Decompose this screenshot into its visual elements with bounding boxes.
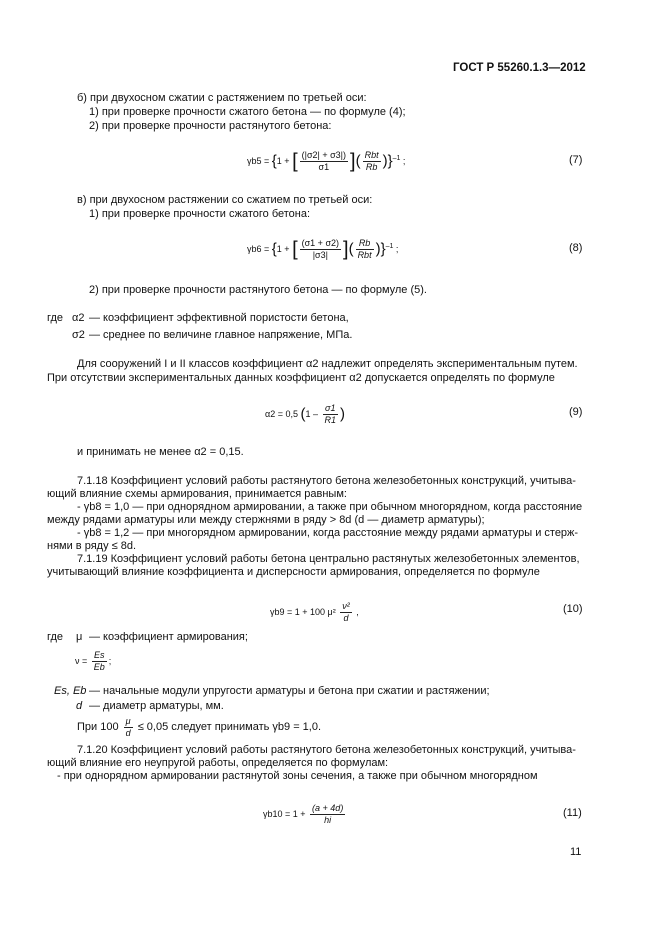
equation-11: γb10 = 1 + $\frac{(a + 4d)}{hi}$ (263, 803, 344, 826)
alpha2-description: — коэффициент эффективной пористости бетона, (89, 312, 349, 324)
eq8-lhs: γb6 = (247, 244, 272, 254)
eq9-fraction: $\frac{\sigma 1}{R1}$ (324, 403, 337, 426)
equation-7: γb5 = {1 + [ $\frac{(|\sigma 2| + \sigma 3|)}{\sigma 1}$ ]( $\frac{\text{Rbt}}{Rb}$ )}$^{-1}$ ; (247, 150, 406, 173)
p7119-line1: 7.1.19 Коэффициент условий работы бетона центрально растянутых железобетонных элементов, (77, 553, 580, 565)
para-min: и принимать не менее α2 = 0,15. (77, 446, 244, 458)
equation-9-number: (9) (569, 406, 583, 418)
p7118-line6: нями в ряду ≤ 8d. (47, 540, 137, 552)
para-classes-line2: При отсутствии экспериментальных данных коэффициент α2 допускается определять по формуле (47, 372, 555, 384)
p7120-line3: - при однорядном армировании растянутой зоны сечения, а также при обычном многорядном (57, 770, 538, 782)
eq8-fraction: $\frac{(\sigma 1 + \sigma 2)}{|\sigma 3|}$ (301, 238, 339, 261)
p7118-line3: - γb8 = 1,0 — при однорядном армировании, а также при обычном многорядном, когда расстояние (77, 501, 583, 513)
condition-fraction: $\frac{\mu}{d}$ (125, 715, 131, 738)
sigma2-symbol: σ2 (72, 329, 85, 341)
p7118-line2: ющий влияние схемы армирования, принимается равным: (47, 488, 347, 500)
equation-11-number: (11) (563, 807, 582, 819)
p7120-line1: 7.1.20 Коэффициент условий работы растянутого бетона железобетонных конструкций, учитыва- (77, 744, 576, 756)
p7118-line4: между рядами арматуры или между стержнями в ряду > 8d (d — диаметр арматуры); (47, 514, 485, 526)
mu-symbol: μ (76, 631, 83, 643)
equation-8: γb6 = {1 + [ $\frac{(\sigma 1 + \sigma 2)}{|\sigma 3|}$ ]( $\frac{Rb}{\text{Rbt}}$ )}$^{-1}$ ; (247, 238, 399, 261)
eq7-fraction: $\frac{(|\sigma 2| + \sigma 3|)}{\sigma 1}$ (301, 150, 347, 173)
eq8-ratio: $\frac{Rb}{\text{Rbt}}$ (357, 238, 372, 261)
equation-10: γb9 = 1 + 100 μ² $\frac{\text{ν²}}{d}$ , (270, 601, 359, 624)
sigma2-description: — среднее по величине главное напряжение, МПа. (89, 329, 353, 341)
e-description: — начальные модули упругости арматуры и бетона при сжатии и растяжении; (89, 685, 490, 697)
p7120-line2: ющий влияние его неупругой работы, определяется по формулам: (47, 757, 389, 769)
where-label-1: где (47, 312, 64, 324)
eq11-fraction: $\frac{(a + 4d)}{hi}$ (312, 803, 344, 826)
d-symbol: d (76, 700, 83, 712)
d-description: — диаметр арматуры, мм. (89, 700, 224, 712)
where-label-2: где (47, 631, 64, 643)
eq10-fraction: $\frac{\text{ν²}}{d}$ (342, 601, 350, 624)
p7118-line5: - γb8 = 1,2 — при многорядном армировании, когда расстояние между рядами арматуры и стерж- (77, 527, 579, 539)
nu-formula: ν = $\frac{Es}{Eb}$ ; (75, 650, 112, 673)
e-symbols: Es, Eb (54, 685, 87, 697)
equation-7-number: (7) (569, 154, 583, 166)
para-classes-line1: Для сооружений I и II классов коэффициент α2 надлежит определять экспериментальным путем. (77, 358, 578, 370)
p7119-line2: учитывающий влияние коэффициента и дисперсности армирования, определяется по формуле (47, 566, 540, 578)
section-b-item1: 1) при проверке прочности сжатого бетона — по формуле (4); (89, 106, 406, 118)
mu-description: — коэффициент армирования; (89, 631, 248, 643)
page-number: 11 (570, 846, 582, 858)
equation-9: α2 = 0,5 (1 – $\frac{\sigma 1}{R1}$ ) (265, 403, 346, 426)
section-b-item2: 2) при проверке прочности растянутого бетона: (89, 120, 332, 132)
alpha2-symbol: α2 (72, 312, 85, 324)
section-v-intro: в) при двухосном растяжении со сжатием по третьей оси: (77, 194, 373, 206)
section-v-item1: 1) при проверке прочности сжатого бетона: (89, 208, 311, 220)
equation-8-number: (8) (569, 242, 583, 254)
eq7-ratio: $\frac{\text{Rbt}}{Rb}$ (364, 150, 379, 173)
nu-fraction: $\frac{Es}{Eb}$ (93, 650, 105, 673)
equation-10-number: (10) (563, 603, 583, 615)
p7118-line1: 7.1.18 Коэффициент условий работы растянутого бетона железобетонных конструкций, учитыва- (77, 475, 576, 487)
section-v-item2: 2) при проверке прочности растянутого бетона — по формуле (5). (89, 284, 427, 296)
document-header: ГОСТ Р 55260.1.3—2012 (453, 62, 586, 74)
eq7-lhs: γb5 = (247, 156, 272, 166)
section-b-intro: б) при двухосном сжатии с растяжением по третьей оси: (77, 92, 367, 104)
condition-line: При 100 $\frac{\mu}{d}$ ≤ 0,05 следует принимать γb9 = 1,0. (77, 715, 322, 738)
